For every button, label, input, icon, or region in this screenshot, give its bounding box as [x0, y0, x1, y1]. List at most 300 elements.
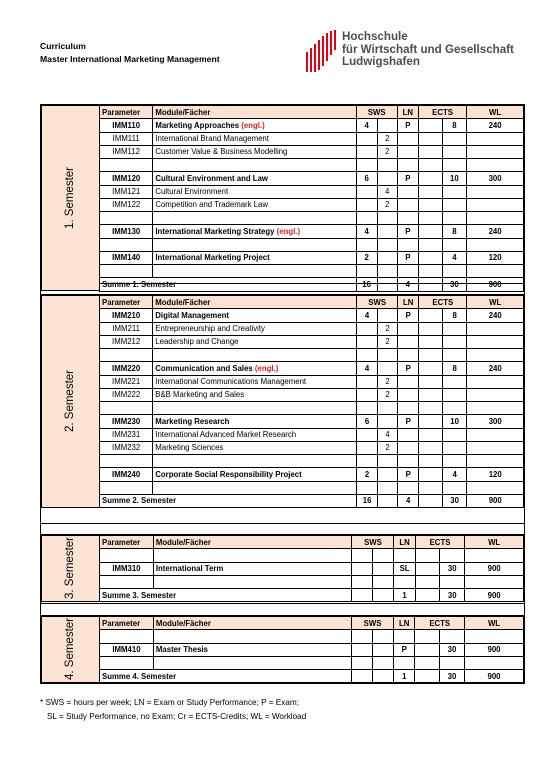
ects-spacer [419, 428, 443, 441]
wl-cell: 240 [467, 225, 524, 238]
sws-module: 4 [356, 225, 377, 238]
module-name-text: Cultural Environment [155, 187, 229, 197]
wl-cell [467, 159, 524, 172]
ects-spacer [419, 388, 443, 401]
table-row [100, 375, 524, 388]
wl-cell: 240 [467, 362, 524, 375]
module-code [100, 349, 153, 362]
sws-module [356, 265, 377, 278]
column-header-wl: WL [467, 106, 524, 119]
module-name-text: Leadership and Change [155, 337, 239, 347]
sum-spacer [373, 670, 394, 683]
sum-label: Summe 4. Semester [100, 670, 352, 683]
wl-cell [465, 630, 524, 643]
sum-sws [352, 589, 373, 602]
sws-course: 2 [377, 198, 397, 211]
column-header-parameter: Parameter [100, 617, 154, 630]
table-row [100, 428, 524, 441]
table-row [100, 362, 524, 375]
ln-cell [397, 265, 418, 278]
footnote-line-1: * SWS = hours per week; LN = Exam or Study Performance; P = Exam; [40, 698, 300, 707]
sws-module [352, 562, 373, 575]
table-header-row [100, 296, 524, 309]
module-code: IMM410 [100, 643, 154, 656]
sws-module [357, 388, 378, 401]
wl-cell: 300 [467, 172, 524, 185]
sws-course [377, 481, 397, 494]
sws-module [352, 549, 373, 562]
wl-cell: 900 [465, 643, 524, 656]
semester-table [99, 535, 524, 602]
wl-cell [467, 265, 524, 278]
module-name-text: Marketing Approaches [155, 120, 240, 130]
ln-cell [398, 428, 419, 441]
ects-cell [442, 455, 467, 468]
ects-cell: 10 [442, 172, 467, 185]
sum-ects: 30 [439, 670, 464, 683]
ects-spacer [415, 630, 439, 643]
module-code: IMM122 [100, 198, 153, 211]
ln-cell [398, 349, 419, 362]
sws-module: 4 [357, 362, 378, 375]
sws-module [352, 630, 373, 643]
module-code: IMM310 [100, 562, 154, 575]
wl-cell [465, 575, 524, 588]
ln-cell [397, 212, 418, 225]
column-header-wl: WL [465, 617, 524, 630]
sws-module: 2 [357, 468, 378, 481]
wl-cell [467, 428, 524, 441]
column-header-parameter: Parameter [100, 296, 153, 309]
column-header-sws: SWS [357, 296, 398, 309]
table-row [100, 402, 524, 415]
ln-cell: P [397, 119, 418, 132]
ects-cell [442, 185, 467, 198]
sws-course [377, 212, 397, 225]
sum-spacer [377, 494, 397, 507]
module-name-text: International Brand Management [155, 134, 269, 144]
ects-spacer [419, 362, 443, 375]
wl-cell [467, 212, 524, 225]
module-name [153, 575, 352, 588]
wl-cell: 300 [467, 415, 524, 428]
sws-module [357, 402, 378, 415]
sws-course [377, 159, 397, 172]
ln-cell [397, 159, 418, 172]
sum-label: Summe 2. Semester [100, 494, 357, 507]
wl-cell [467, 132, 524, 145]
ln-cell [398, 481, 419, 494]
sum-ln: 1 [394, 589, 415, 602]
ects-cell [442, 441, 467, 454]
sws-course [373, 656, 394, 669]
table-row [100, 172, 524, 185]
sws-course: 2 [377, 388, 397, 401]
ects-spacer [418, 132, 442, 145]
module-name [153, 643, 351, 656]
module-code: IMM221 [100, 375, 153, 388]
table-row [100, 132, 524, 145]
ects-spacer [419, 441, 443, 454]
wl-cell [467, 335, 524, 348]
module-code [100, 575, 154, 588]
sws-course: 2 [377, 335, 397, 348]
table-row [100, 119, 524, 132]
table-row [100, 265, 524, 278]
ects-cell: 4 [442, 468, 467, 481]
module-name-text: Entrepreneurship and Creativity [155, 324, 265, 334]
module-name-text: Marketing Research [155, 416, 230, 426]
ects-spacer [418, 185, 442, 198]
sum-label: Summe 3. Semester [100, 589, 352, 602]
ects-spacer [418, 198, 442, 211]
wl-cell: 240 [467, 309, 524, 322]
module-name-text: B&B Marketing and Sales [155, 390, 245, 400]
module-code [100, 402, 153, 415]
language-note: (engl.) [274, 226, 301, 236]
module-name [153, 119, 356, 132]
wl-cell: 120 [467, 251, 524, 264]
sws-module: 4 [357, 309, 378, 322]
ln-cell: P [397, 172, 418, 185]
column-header-sws: SWS [352, 536, 394, 549]
module-name [153, 132, 356, 145]
module-name [153, 468, 357, 481]
table-row [100, 212, 524, 225]
sws-course [377, 415, 397, 428]
semester-label: 2. Semester [64, 370, 76, 433]
sws-course [377, 468, 397, 481]
ln-cell: P [398, 468, 419, 481]
sum-wl: 900 [465, 670, 524, 683]
ects-cell: 4 [442, 251, 467, 264]
wl-cell: 240 [467, 119, 524, 132]
ects-spacer [415, 575, 439, 588]
column-header-wl: WL [467, 296, 524, 309]
module-name-text: Cultural Environment and Law [155, 173, 268, 183]
sws-module: 6 [356, 172, 377, 185]
ects-cell: 30 [439, 643, 464, 656]
column-header-module: Module/Fächer [153, 617, 351, 630]
module-name-text: Digital Management [155, 310, 229, 320]
wl-cell [467, 441, 524, 454]
sws-module [356, 145, 377, 158]
sum-ects: 30 [442, 278, 467, 291]
wl-cell [467, 455, 524, 468]
sws-module [357, 322, 378, 335]
semester-sum-row [100, 670, 524, 683]
ln-cell [398, 441, 419, 454]
column-header-ects: ECTS [418, 106, 466, 119]
sum-ects: 30 [440, 589, 465, 602]
language-note: (engl.) [239, 120, 265, 130]
ects-spacer [418, 172, 442, 185]
sum-ects: 30 [442, 494, 467, 507]
sws-course [377, 251, 397, 264]
module-code: IMM222 [100, 388, 153, 401]
ln-cell [394, 549, 415, 562]
sws-module: 6 [357, 415, 378, 428]
ln-cell [398, 388, 419, 401]
sws-module [352, 575, 373, 588]
ects-spacer [415, 656, 439, 669]
sws-course [377, 309, 397, 322]
semester-sum-row [100, 494, 524, 507]
ects-cell [442, 349, 467, 362]
table-header-row [100, 106, 524, 119]
logo-line-3: Ludwigshafen [342, 55, 420, 69]
module-name [153, 549, 352, 562]
wl-cell: 900 [465, 562, 524, 575]
ln-cell [397, 185, 418, 198]
module-code [100, 549, 154, 562]
table-header-row [100, 536, 524, 549]
ects-spacer [418, 119, 442, 132]
sum-ln: 4 [398, 494, 419, 507]
sws-course: 2 [377, 375, 397, 388]
wl-cell [467, 481, 524, 494]
column-header-module: Module/Fächer [153, 106, 356, 119]
module-code: IMM212 [100, 335, 153, 348]
sum-wl: 900 [467, 278, 524, 291]
module-name [153, 225, 356, 238]
sws-course: 2 [377, 441, 397, 454]
table-row [100, 575, 524, 588]
sws-module: 2 [356, 251, 377, 264]
module-name [153, 441, 357, 454]
ects-cell [439, 656, 464, 669]
ects-spacer [418, 238, 442, 251]
sum-spacer [373, 589, 394, 602]
sum-ln: 4 [397, 278, 418, 291]
module-name [153, 251, 356, 264]
table-row [100, 441, 524, 454]
module-name [153, 185, 356, 198]
module-name-text: Master Thesis [155, 645, 208, 655]
module-code [100, 265, 153, 278]
semester-separator [41, 523, 524, 535]
sws-module [357, 335, 378, 348]
sum-spacer [415, 589, 439, 602]
wl-cell [465, 656, 524, 669]
sws-module [357, 349, 378, 362]
semester-table [99, 295, 524, 508]
wl-cell [467, 322, 524, 335]
module-code: IMM231 [100, 428, 153, 441]
module-code: IMM121 [100, 185, 153, 198]
module-name [153, 322, 357, 335]
table-header-row [100, 617, 524, 630]
sum-sws: 16 [357, 494, 378, 507]
sws-module [357, 375, 378, 388]
ects-spacer [415, 549, 439, 562]
table-row [100, 549, 524, 562]
logo-line-1: Hochschule [342, 30, 408, 43]
table-row [100, 225, 524, 238]
module-code: IMM220 [100, 362, 153, 375]
ects-spacer [418, 212, 442, 225]
sws-module [356, 185, 377, 198]
column-header-ects: ECTS [415, 617, 465, 630]
header-title: Curriculum [40, 41, 86, 51]
semester-label: 4. Semester [64, 618, 76, 681]
ects-spacer [415, 643, 439, 656]
sum-spacer [415, 670, 439, 683]
ects-spacer [419, 402, 443, 415]
module-code [100, 212, 153, 225]
ln-cell [398, 375, 419, 388]
ects-cell: 8 [442, 362, 467, 375]
ects-cell [442, 322, 467, 335]
ects-cell [442, 265, 467, 278]
module-code [100, 238, 153, 251]
module-code [100, 159, 153, 172]
wl-cell [467, 388, 524, 401]
ln-cell [397, 145, 418, 158]
ects-cell [442, 402, 467, 415]
ects-cell [442, 335, 467, 348]
sws-course [377, 455, 397, 468]
column-header-ln: LN [398, 296, 419, 309]
wl-cell [467, 402, 524, 415]
table-row [100, 238, 524, 251]
sws-course [377, 238, 397, 251]
wl-cell [467, 198, 524, 211]
sum-spacer [418, 278, 442, 291]
sws-course [373, 630, 394, 643]
module-name [153, 455, 357, 468]
column-header-parameter: Parameter [100, 106, 153, 119]
module-code [100, 630, 154, 643]
ects-cell [442, 159, 467, 172]
semester-separator [41, 603, 524, 616]
ln-cell [398, 322, 419, 335]
module-name [153, 198, 356, 211]
ects-spacer [415, 562, 439, 575]
footnote-line-2: SL = Study Performance, no Exam; Cr = ECTS-Credits; WL = Workload [47, 712, 307, 721]
table-row [100, 251, 524, 264]
ects-spacer [418, 251, 442, 264]
table-row [100, 656, 524, 669]
ects-spacer [419, 468, 443, 481]
table-row [100, 468, 524, 481]
table-row [100, 198, 524, 211]
module-name [153, 415, 357, 428]
module-name-text: International Marketing Project [155, 253, 270, 263]
ects-cell: 8 [442, 225, 467, 238]
sws-course: 4 [377, 428, 397, 441]
ects-spacer [418, 145, 442, 158]
module-name [153, 481, 357, 494]
module-name [153, 212, 356, 225]
module-code: IMM140 [100, 251, 153, 264]
ects-cell: 8 [442, 309, 467, 322]
module-code: IMM240 [100, 468, 153, 481]
ln-cell [397, 198, 418, 211]
module-code: IMM112 [100, 145, 153, 158]
ects-cell: 30 [440, 562, 465, 575]
language-note: (engl.) [252, 363, 279, 373]
table-row [100, 643, 524, 656]
ects-spacer [419, 481, 443, 494]
wl-cell [465, 549, 524, 562]
sws-course [373, 549, 394, 562]
module-name [153, 388, 357, 401]
sws-course [377, 119, 397, 132]
table-row [100, 322, 524, 335]
ects-spacer [419, 415, 443, 428]
module-name [153, 309, 357, 322]
sws-module [357, 428, 378, 441]
table-row [100, 349, 524, 362]
ln-cell [394, 656, 415, 669]
ects-spacer [418, 265, 442, 278]
sws-module [352, 656, 373, 669]
module-code: IMM210 [100, 309, 153, 322]
table-row [100, 630, 524, 643]
semester-sum-row [100, 278, 524, 291]
university-logo [306, 30, 531, 76]
column-header-module: Module/Fächer [153, 536, 352, 549]
ects-cell [442, 212, 467, 225]
ln-cell [397, 132, 418, 145]
sum-spacer [377, 278, 397, 291]
module-name-text: International Marketing Strategy [155, 226, 275, 236]
sws-course [373, 562, 394, 575]
column-header-wl: WL [465, 536, 524, 549]
column-header-ln: LN [394, 536, 415, 549]
module-name [153, 265, 356, 278]
sws-course [373, 643, 394, 656]
semester-sum-row [100, 589, 524, 602]
ects-cell [442, 388, 467, 401]
ln-cell [398, 455, 419, 468]
sws-module [356, 238, 377, 251]
module-name-text: Communication and Sales [155, 363, 253, 373]
module-name-text: Corporate Social Responsibility Project [155, 469, 302, 479]
sws-module [356, 159, 377, 172]
sum-wl: 900 [465, 589, 524, 602]
semester-label: 1. Semester [64, 167, 76, 230]
ects-cell [442, 145, 467, 158]
module-code: IMM230 [100, 415, 153, 428]
ln-cell: P [398, 309, 419, 322]
module-name-text: Customer Value & Business Modelling [155, 147, 288, 157]
table-row [100, 415, 524, 428]
sws-course [377, 362, 397, 375]
module-code: IMM232 [100, 441, 153, 454]
ects-cell [440, 549, 465, 562]
logo-bars-icon [306, 30, 338, 74]
ects-cell [440, 575, 465, 588]
module-name [153, 362, 357, 375]
wl-cell [467, 349, 524, 362]
sws-course [377, 402, 397, 415]
sum-wl: 900 [467, 494, 524, 507]
ects-cell [442, 375, 467, 388]
sws-module [357, 441, 378, 454]
ects-spacer [418, 159, 442, 172]
ects-spacer [418, 225, 442, 238]
column-header-ects: ECTS [415, 536, 464, 549]
sws-course [377, 349, 397, 362]
table-row [100, 562, 524, 575]
column-header-module: Module/Fächer [153, 296, 357, 309]
table-row [100, 455, 524, 468]
table-row [100, 185, 524, 198]
table-row [100, 159, 524, 172]
sws-module [352, 643, 373, 656]
